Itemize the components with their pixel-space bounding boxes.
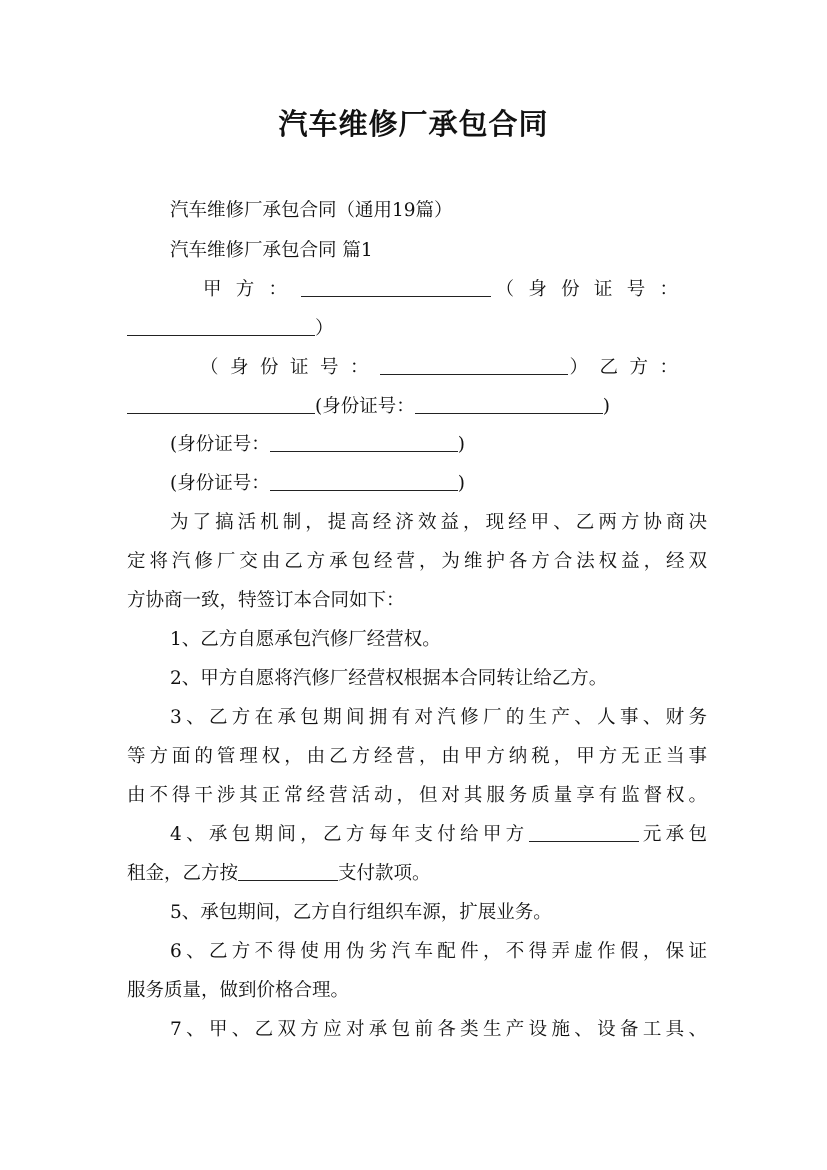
party-a-id-blank	[127, 317, 315, 336]
close-paren: ）	[315, 318, 334, 339]
paragraph-line: 定将汽修厂交由乙方承包经营，为维护各方合法权益，经双	[127, 551, 707, 572]
clause-1: 1、乙方自愿承包汽修厂经营权。	[170, 629, 441, 650]
clause-4-text: 元承包	[638, 824, 707, 845]
clause-3-cont: 等方面的管理权，由乙方经营，由甲方纳税，甲方无正当事	[127, 746, 707, 767]
clause-6-cont: 服务质量，做到价格合理。	[127, 980, 350, 1001]
paragraph-line: 为了搞活机制，提高经济效益，现经甲、乙两方协商决	[170, 512, 707, 533]
clause-6: 6、乙方不得使用伪劣汽车配件，不得弄虚作假，保证	[170, 941, 707, 962]
clause-2: 2、甲方自愿将汽修厂经营权根据本合同转让给乙方。	[170, 668, 608, 689]
id-blank	[380, 356, 568, 375]
clause-3-cont: 由不得干涉其正常经营活动，但对其服务质量享有监督权。	[127, 785, 707, 806]
id-and-party-b-line	[200, 356, 688, 380]
party-a-name-blank	[301, 278, 491, 297]
subtitle-line: 汽车维修厂承包合同（通用19篇）	[170, 200, 453, 221]
id-label: (身份证号：	[170, 473, 270, 494]
clause-4-text: 支付款项。	[338, 863, 431, 884]
clause-4-text: 4、承包期间，乙方每年支付给甲方	[170, 824, 529, 845]
paragraph-line: 方协商一致，特签订本合同如下：	[127, 590, 405, 611]
clause-4	[170, 823, 707, 847]
id-label: (身份证号：	[315, 396, 415, 417]
party-a-line	[203, 278, 688, 302]
clause-5: 5、承包期间，乙方自行组织车源，扩展业务。	[170, 902, 552, 923]
party-a-id-line	[127, 317, 707, 341]
party-b-id-blank	[415, 395, 603, 414]
close-paren: )	[457, 434, 465, 455]
party-b-label: ）乙方：	[567, 357, 688, 378]
id-label: （身份证号：	[200, 357, 380, 378]
id-label: （身份证号：	[491, 279, 688, 300]
party-b-id-line	[127, 395, 707, 419]
party-b-name-blank	[127, 395, 315, 414]
party-a-label: 甲方：	[203, 279, 302, 300]
id-blank	[270, 472, 458, 491]
clause-4-text: 租金，乙方按	[127, 863, 239, 884]
rent-amount-blank	[529, 823, 639, 842]
clause-7: 7、甲、乙双方应对承包前各类生产设施、设备工具、	[170, 1019, 707, 1040]
payment-term-blank	[238, 862, 338, 881]
clause-3: 3、乙方在承包期间拥有对汽修厂的生产、人事、财务	[170, 707, 707, 728]
clause-4-cont	[127, 862, 707, 886]
close-paren: )	[457, 473, 465, 494]
id-blank	[270, 433, 458, 452]
id-label: (身份证号：	[170, 434, 270, 455]
section-heading: 汽车维修厂承包合同 篇1	[170, 240, 373, 261]
id-line	[170, 472, 707, 496]
id-line	[170, 433, 707, 457]
document-title: 汽车维修厂承包合同	[278, 107, 549, 141]
close-paren: )	[602, 396, 610, 417]
